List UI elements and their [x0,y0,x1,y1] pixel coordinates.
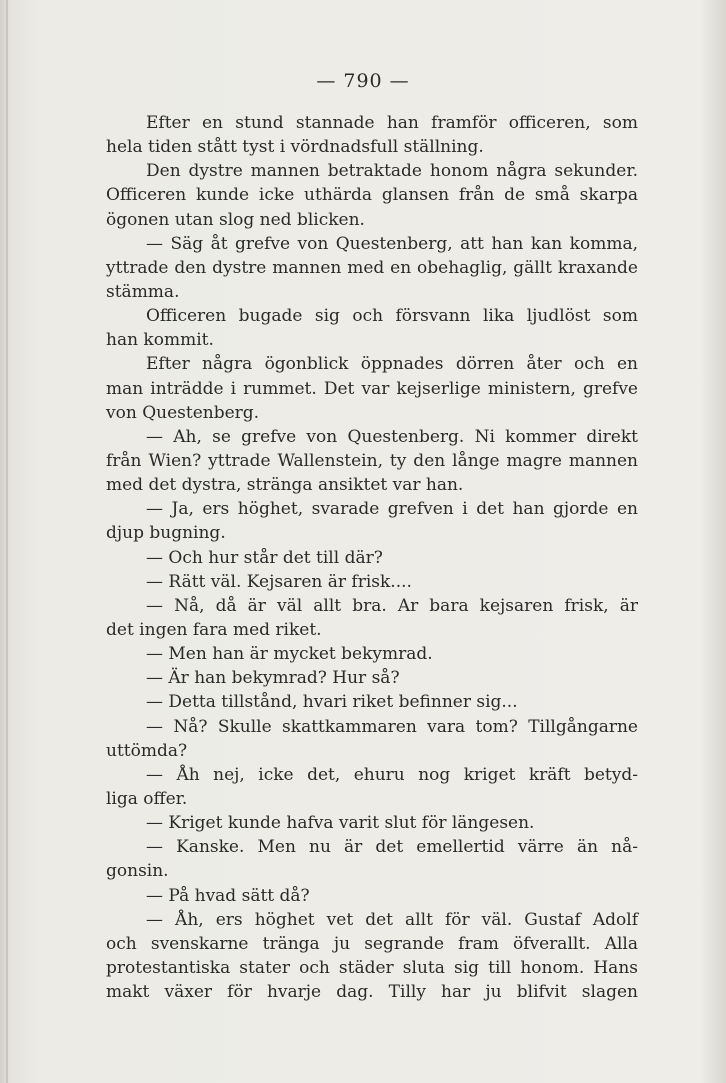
text-line: — Ah, se grefve von Questenberg. Ni kommer direkt [146,426,638,447]
text-line: yttrade den dystre mannen med en obehaglig, gällt kraxande [106,257,638,278]
text-line: — Ja, ers höghet, svarade grefven i det han gjorde en [146,499,638,520]
text-line: — Säg åt grefve von Questenberg, att han kan komma, [146,233,638,254]
text-line: uttömda? [106,740,188,761]
text-line: man inträdde i rummet. Det var kejserlige ministern, grefve [106,378,638,399]
text-line: Officeren bugade sig och försvann lika ljudlöst som [146,306,638,327]
text-line: — På hvad sätt då? [146,885,310,906]
text-line: hela tiden stått tyst i vördnadsfull ställning. [106,137,484,158]
text-line: ögonen utan slog ned blicken. [106,209,365,230]
body-text [106,111,638,1004]
text-line: — Åh nej, icke det, ehuru nog kriget kräft betyd- [146,764,638,785]
text-line: — Nå? Skulle skattkammaren vara tom? Tillgångarne [146,716,638,737]
text-line: — Rätt väl. Kejsaren är frisk.... [146,571,412,592]
text-line: — Kanske. Men nu är det emellertid värre än nå- [146,837,638,858]
text-line: protestantiska stater och städer sluta sig till honom. Hans [106,957,638,978]
text-line: gonsin. [106,861,169,882]
text-line: med det dystra, stränga ansiktet var han. [106,475,464,496]
text-line: det ingen fara med riket. [106,619,322,640]
page-binding-edge [6,0,8,1083]
text-line: djup bugning. [106,523,226,544]
text-line: — Åh, ers höghet vet det allt för väl. Gustaf Adolf [146,909,638,930]
text-line: och svenskarne tränga ju segrande fram öfverallt. Alla [106,933,638,954]
text-line: Den dystre mannen betraktade honom några sekunder. [146,161,638,182]
text-line: — Detta tillstånd, hvari riket befinner sig... [146,692,518,713]
text-line: från Wien? yttrade Wallenstein, ty den långe magre mannen [106,450,638,471]
text-line: makt växer för hvarje dag. Tilly har ju blifvit slagen [106,982,638,1003]
text-line: — Kriget kunde hafva varit slut för längesen. [146,813,535,834]
text-line: han kommit. [106,330,214,351]
text-line: — Men han är mycket bekymrad. [146,644,433,665]
text-line: — Nå, då är väl allt bra. Ar bara kejsaren frisk, är [146,595,638,616]
text-line: Efter en stund stannade han framför officeren, som [146,113,638,133]
text-line: liga offer. [106,788,188,809]
text-line: — Är han bekymrad? Hur så? [146,668,400,689]
text-line: stämma. [106,281,180,302]
text-line: von Questenberg. [106,402,260,423]
text-line: Efter några ögonblick öppnades dörren åter och en [146,354,638,375]
text-line: — Och hur står det till där? [146,547,383,568]
text-line: Officeren kunde icke uthärda glansen från de små skarpa [106,185,638,206]
page-number: — 790 — [316,70,410,92]
